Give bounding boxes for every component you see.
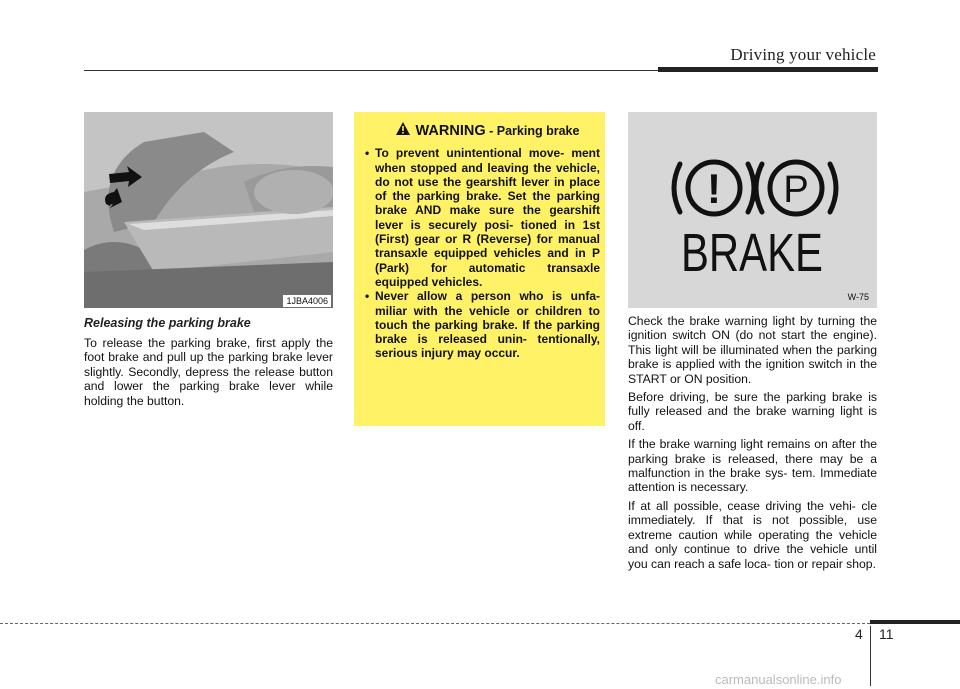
paragraph: If at all possible, cease driving the vehi- cle immediately. If that is not possible, use extreme caution while operating the vehicle and only continue to drive the vehicle until you can reach a safe loca- tion or repair shop.: [628, 498, 877, 571]
header-rule-accent: [658, 67, 878, 72]
warning-list: [363, 146, 600, 360]
warning-triangle-icon: [396, 122, 410, 140]
page-divider: [870, 626, 871, 686]
brake-code: W-75: [847, 292, 869, 302]
paragraph: Before driving, be sure the parking brake is fully released and the brake warning light is off.: [628, 390, 877, 433]
right-column-text: [628, 314, 877, 575]
photo-code: 1JBA4006: [283, 295, 331, 307]
warning-item: • To prevent unintentional move- ment when stopped and leaving the vehicle, do not use the gearshift lever in place of the parking brake. Set the parking brake AND make sure the gearshift lever is securely posi- tioned in 1st (First) gear or R (Reverse) for manual transaxle equipped vehicles and in P (Park) for automatic transaxle equipped vehicles.: [365, 146, 600, 289]
brake-warning-light-icon: [628, 112, 877, 308]
warning-item: • Never allow a person who is unfa- miliar with the vehicle or children to touch the parking brake. If the parking brake is released unin- tentionally, serious injury may occur.: [365, 289, 600, 361]
parking-brake-photo: [84, 112, 333, 308]
warning-subtitle: - Parking brake: [485, 124, 580, 138]
paragraph: Check the brake warning light by turning the ignition switch ON (do not start the engine). This light will be illuminated when the parking brake is applied with the ignition switch in the START or ON position.: [628, 314, 877, 386]
brake-exclaim-symbol: !: [707, 165, 721, 212]
warning-box: [354, 112, 605, 426]
section-caption: Releasing the parking brake: [84, 316, 251, 330]
brake-park-symbol: P: [783, 169, 809, 211]
footer-rule-accent: [870, 620, 960, 624]
release-instructions: To release the parking brake, first apply the foot brake and pull up the parking brake lever slightly. Secondly, depress the release button and lower the parking brake lever while holding the button.: [84, 336, 333, 408]
chapter-number: 4: [855, 626, 863, 642]
paragraph: If the brake warning light remains on after the parking brake is released, there may be a malfunction in the brake sys- tem. Immediate attention is necessary.: [628, 437, 877, 495]
brake-label: BRAKE: [681, 223, 823, 283]
footer-rule: [0, 623, 870, 624]
watermark: carmanualsonline.info: [715, 672, 842, 687]
page-number: 11: [879, 626, 894, 642]
header-title: Driving your vehicle: [730, 45, 876, 64]
header-rule: [84, 70, 658, 71]
warning-title: WARNING: [415, 123, 486, 139]
warning-heading: [363, 122, 600, 140]
brake-light-panel: [628, 112, 877, 308]
parking-brake-lever-photo: [84, 112, 333, 308]
